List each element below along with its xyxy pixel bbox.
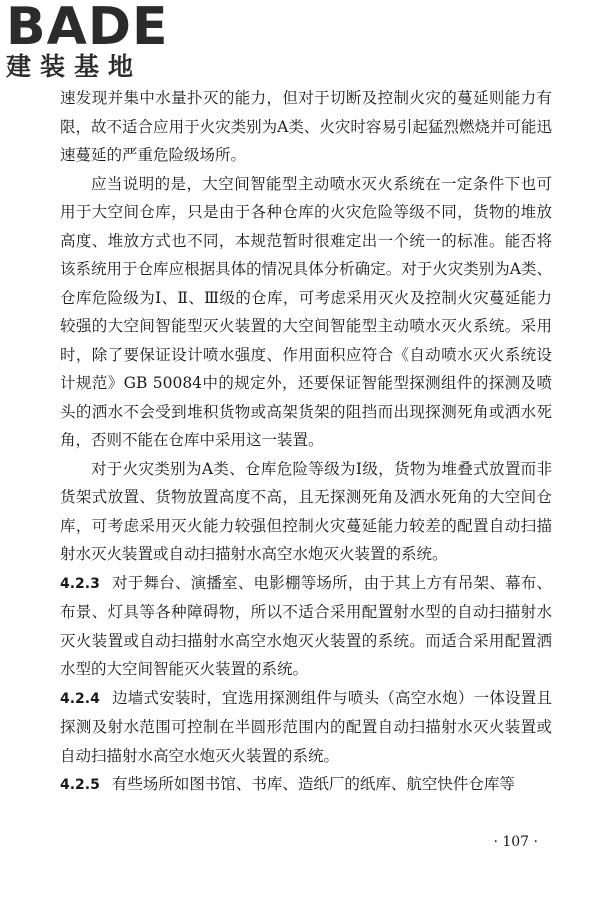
page-number: · 107 ·: [493, 834, 538, 850]
paragraph-warehouse-applicability: [60, 170, 552, 455]
paragraph-text: 速发现并集中水量扑灭的能力，但对于切断及控制火灾的蔓延则能力有限，故不适合应用于火灾类别为A类、火灾时容易引起猛烈燃烧并可能迅速蔓延的严重危险级场所。: [60, 89, 552, 164]
clause-text: 有些场所如图书馆、书库、造纸厂的纸库、航空快件仓库等: [111, 775, 515, 793]
paragraph-continuation: [60, 84, 552, 170]
clause-text: 对于舞台、演播室、电影棚等场所，由于其上方有吊架、幕布、布景、灯具等各种障碍物，所以不适合采用配置射水型的自动扫描射水灭火装置或自动扫描射水高空水炮灭火装置的系统。而适合采用配置洒水型的大空间智能灭火装置的系统。: [60, 573, 552, 678]
clause-number: 4.2.5: [60, 777, 100, 793]
clause-number: 4.2.4: [60, 690, 100, 707]
bade-watermark-logo: [6, 2, 169, 81]
clause-number: 4.2.3: [60, 575, 100, 592]
page-body: [60, 84, 552, 800]
watermark-subtitle: 建装基地: [6, 52, 143, 81]
watermark-logo-text: BADE: [6, 0, 169, 57]
paragraph-text: 对于火灾类别为A类、仓库危险等级为Ⅰ级，货物为堆叠式放置而非货架式放置、货物放置高度不高，且无探测死角及洒水死角的大空间仓库，可考虑采用灭火能力较强但控制火灾蔓延能力较差的配置自动扫描射水灭火装置或自动扫描射水高空水炮灭火装置的系统。: [60, 459, 552, 563]
paragraph-text: 应当说明的是，大空间智能型主动喷水灭火系统在一定条件下也可用于大空间仓库，只是由于各种仓库的火灾危险等级不同，货物的堆放高度、堆放方式也不同，本规范暂时很难定出一个统一的标准。能否将该系统用于仓库应根据具体的情况具体分析确定。对于火灾类别为A类、仓库危险级为Ⅰ、Ⅱ、Ⅲ级的仓库，可考虑采用灭火及控制火灾蔓延能力较强的大空间智能型灭火装置的大空间智能型主动喷水灭火系统。采用时，除了要保证设计喷水强度、作用面积应符合《自动喷水灭火系统设计规范》GB 50084中的规定外，还要保证智能型探测组件的探测及喷头的洒水不会受到堆积货物或高架货架的阻挡而出现探测死角或洒水死角，否则不能在仓库中采用这一装置。: [60, 174, 552, 449]
clause-4-2-3: [60, 569, 552, 684]
clause-4-2-4: [60, 684, 552, 771]
paragraph-class-a-warehouse: [60, 455, 552, 569]
clause-text: 边墙式安装时，宜选用探测组件与喷头（高空水炮）一体设置且探测及射水范围可控制在半圆形范围内的配置自动扫描射水灭火装置或自动扫描射水高空水炮灭火装置的系统。: [60, 688, 552, 765]
clause-4-2-5: [60, 770, 552, 800]
